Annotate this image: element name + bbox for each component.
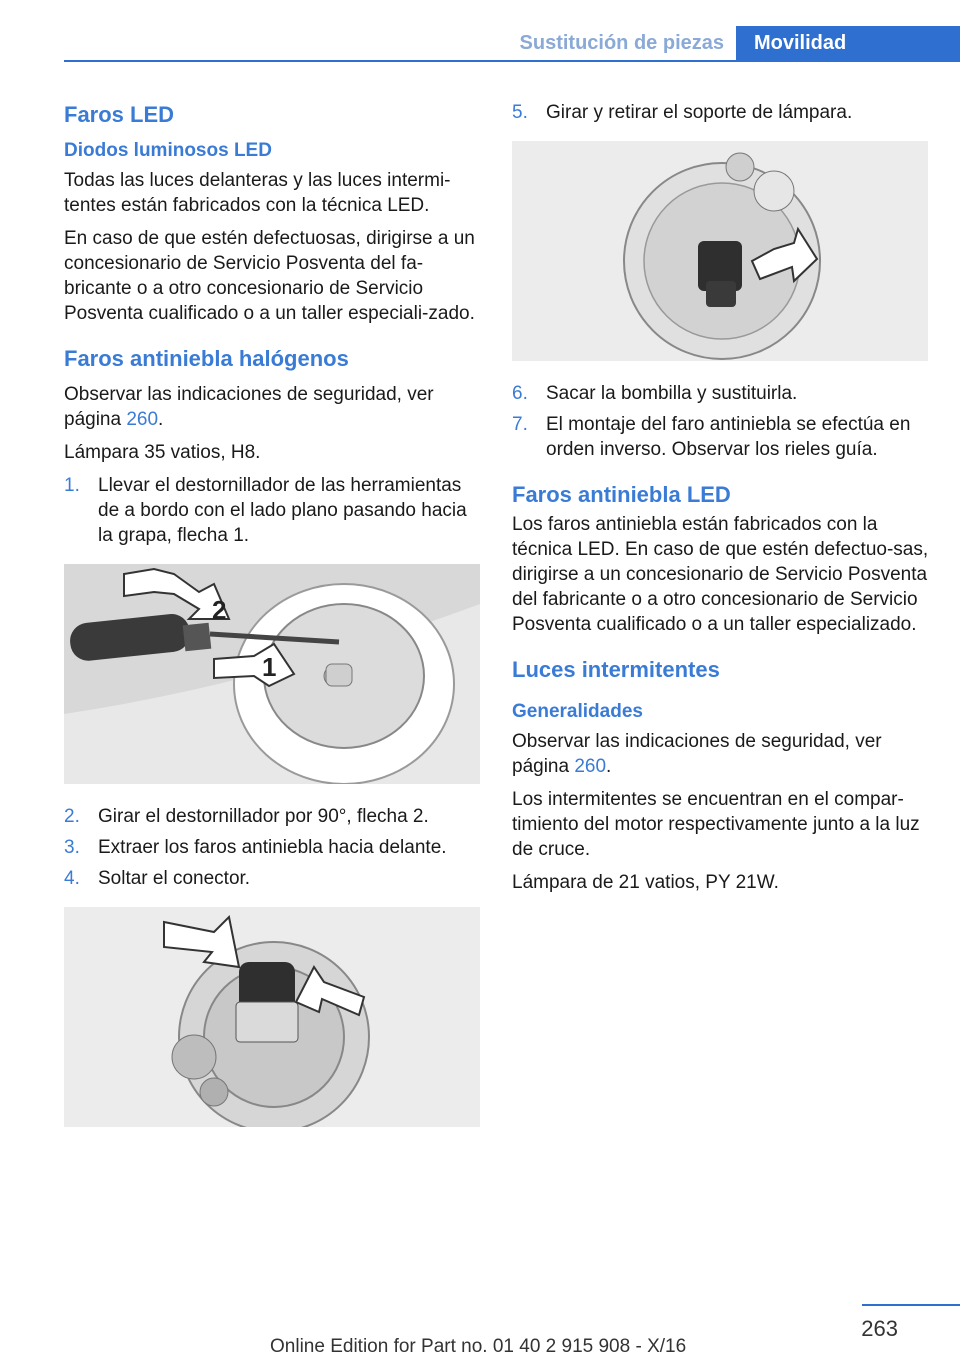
- page-link-260[interactable]: 260: [126, 409, 159, 430]
- paragraph-lamp-spec: Lámpara 35 vatios, H8.: [64, 442, 261, 463]
- left-column: [64, 100, 482, 1147]
- figure-screwdriver-clip: [64, 564, 480, 784]
- arrow-label-1: 1: [262, 652, 277, 682]
- heading-luces-intermitentes: Luces intermitentes: [512, 657, 720, 682]
- heading-faros-led: Faros LED: [64, 102, 175, 127]
- footer-rule: [862, 1304, 960, 1306]
- list-item: 7. El montaje del faro antiniebla se efectúa en orden inverso. Observar los rieles guía.: [512, 414, 911, 460]
- figure-connector: [64, 907, 480, 1127]
- connector-illustration: [64, 907, 480, 1127]
- list-item: 1. Llevar el destornillador de las herramientas de a bordo con el lado plano pasando hacia la grapa, flecha 1.: [64, 475, 467, 546]
- subheading-generalidades: Generalidades: [512, 701, 643, 722]
- page-link-260[interactable]: 260: [574, 756, 607, 777]
- page-number: 263: [861, 1316, 898, 1341]
- list-item: 2. Girar el destornillador por 90°, flecha 2.: [64, 806, 429, 827]
- edition-note: Online Edition for Part no. 01 40 2 915 908 - X/16: [270, 1336, 687, 1357]
- lamp-holder-illustration: [512, 141, 928, 361]
- steps-list-a: [64, 473, 482, 548]
- paragraph-safety-ref-2: Observar las indicaciones de seguridad, ver página 260.: [512, 731, 882, 777]
- list-item: 4. Soltar el conector.: [64, 868, 251, 889]
- paragraph-lamp-spec-2: Lámpara de 21 vatios, PY 21W.: [512, 872, 779, 893]
- steps-list-d: [512, 381, 930, 462]
- header-section-title: Sustitución de piezas: [519, 32, 724, 54]
- screwdriver-illustration: [64, 564, 480, 784]
- list-item: 6. Sacar la bombilla y sustituirla.: [512, 383, 798, 404]
- header-chapter-tab: Movilidad: [736, 26, 960, 62]
- figure-lamp-holder: [512, 141, 928, 361]
- arrow-label-2: 2: [212, 595, 227, 625]
- list-item: 3. Extraer los faros antiniebla hacia delante.: [64, 837, 447, 858]
- paragraph-antiniebla-led: Los faros antiniebla están fabricados con la técnica LED. En caso de que estén defectuo-sas, dirigirse a un concesionario de Servicio Posventa del fabricante o a otro concesionario de Servicio Posventa cualificado o a un taller especializado.: [512, 514, 929, 635]
- subheading-diodos-led: Diodos luminosos LED: [64, 140, 272, 161]
- paragraph-defect-info: En caso de que estén defectuosas, dirigirse a un concesionario de Servicio Posventa del fa-bricante o a otro concesionario de Servicio Posventa cualificado o a un taller especiali-zado.: [64, 228, 475, 324]
- heading-antiniebla-halogenos: Faros antiniebla halógenos: [64, 346, 349, 371]
- steps-list-b: [64, 804, 482, 891]
- right-column: [512, 100, 930, 903]
- paragraph-safety-ref: Observar las indicaciones de seguridad, ver página 260.: [64, 384, 434, 430]
- heading-antiniebla-led: Faros antiniebla LED: [512, 482, 731, 507]
- paragraph-led-info: Todas las luces delanteras y las luces intermi-tentes están fabricados con la técnica LED.: [64, 170, 451, 216]
- paragraph-intermitentes-location: Los intermitentes se encuentran en el compar-timiento del motor respectivamente junto a la luz de cruce.: [512, 789, 920, 860]
- steps-list-c: [512, 100, 930, 125]
- list-item: 5. Girar y retirar el soporte de lámpara.: [512, 102, 853, 123]
